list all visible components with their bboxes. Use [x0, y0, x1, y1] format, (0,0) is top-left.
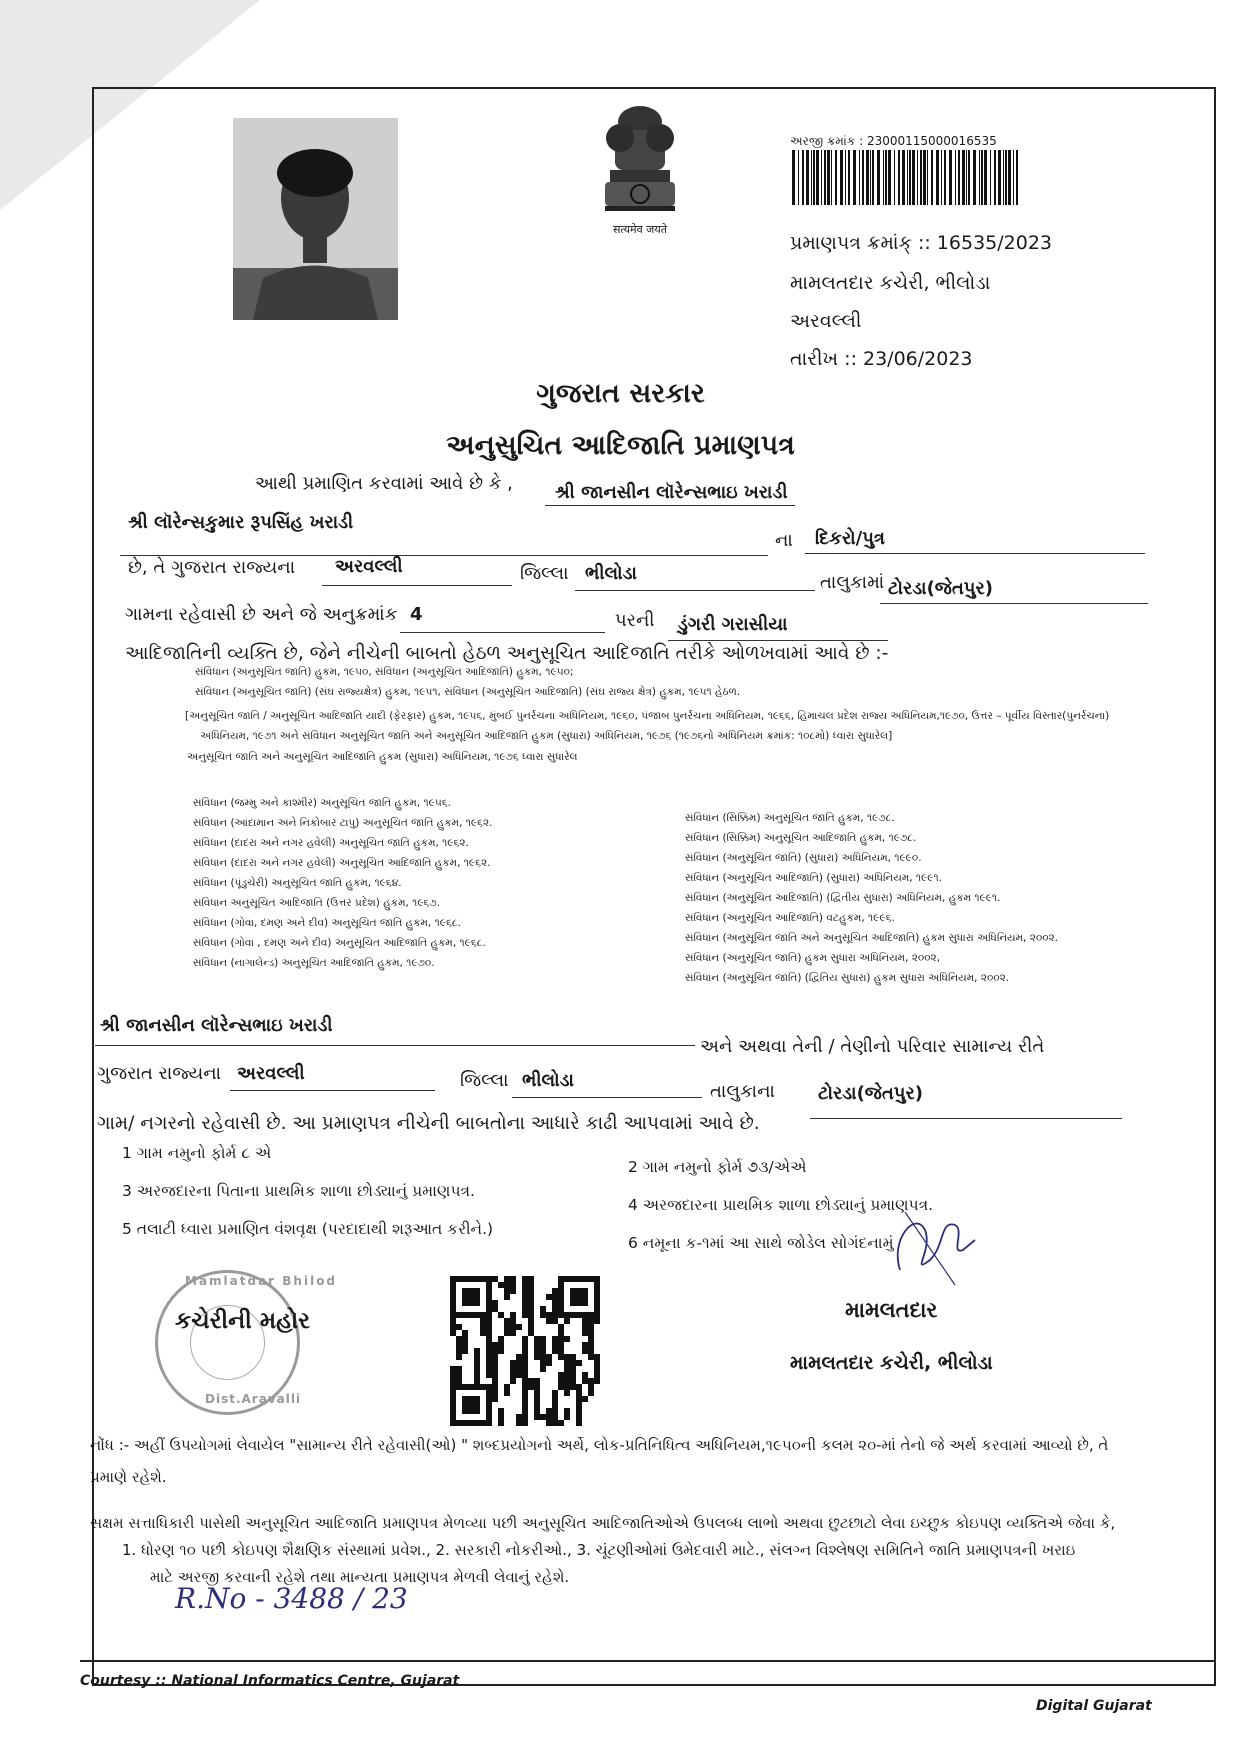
- tribe-name: ડુંગરી ગરાસીયા: [678, 614, 788, 635]
- list-item: 5 તલાટી ધ્વારા પ્રમાણિત વંશવૃક્ષ (પરદાદાથી શરૂઆત કરીને.): [122, 1220, 494, 1238]
- list-item: સંવિધાન (સિક્કિમ) અનુસૂચિત આદિજાતિ હુકમ, ૧૯૭૮.: [685, 832, 917, 844]
- orders-left-list: [193, 793, 493, 973]
- list-item: 4 અરજદારના પ્રાથમિક શાળા છોડ્યાનું પ્રમાણપત્ર.: [628, 1196, 934, 1214]
- qr-code-icon: [450, 1276, 600, 1426]
- list-item: 2 ગામ નમુનો ફોર્મ ૭૩/એએ: [628, 1158, 807, 1176]
- list-item: સંવિધાન (અનુસૂચિત આદિજાતિ) વટહુકમ, ૧૯૯૬.: [685, 912, 895, 924]
- state-text-2: ગુજરાત રાજ્યના: [97, 1063, 222, 1084]
- na-label: ના: [775, 530, 793, 551]
- list-item: સંવિધાન (નાગાલેન્ડ) અનુસૂચિત આદિજાતિ હુકમ, ૧૯૭૦.: [193, 957, 435, 969]
- orders-intro-4: અધિનિયમ, ૧૯૭૧ અને સંવિધાન અનુસૂચિત જાતિ અને અનુસૂચિત આદિજાતિ હુકમ (સુધારા) અધિનિયમ, ૧૯૭૬ (૧૯૭૬નો અધિનિયમ ક્રમાંક: ૧૦૮મો) ધ્વારા સુધારેલ]: [200, 730, 893, 742]
- signatory-office: મામલતદાર કચેરી, ભીલોડા: [790, 1352, 993, 1374]
- list-item: 1 ગામ નમુનો ફોર્મ ૮ એ: [122, 1144, 272, 1162]
- seal-ring-bottom-text: Dist.Aravalli: [205, 1392, 302, 1406]
- village-value: ટોરડા(જેતપુર): [888, 578, 993, 599]
- orders-intro-1: સંવિધાન (અનુસૂચિત જાતિ) હુકમ, ૧૯૫૦, સંવિધાન (અનુસૂચિત આદિજાતિ) હુકમ, ૧૯૫૦;: [195, 666, 574, 678]
- applicant-photo: [233, 118, 398, 320]
- orders-intro-3: [અનુસૂચિત જાતિ / અનુસૂચિત આદિજાતિ યાદી (ફેરફાર) હુકમ, ૧૯૫૬, મુંબઈ પુનર્રચના અધિનિયમ, ૧૯૬૦, પંજાબ પુનર્રચના અધિનિયમ, ૧૯૬૬, હિમાચલ પ્રદેશ રાજ્ય અધિનિયમ,૧૯૭૦, ઉત્તર – પૂર્વીય વિસ્તાર(પુનર્રચના): [185, 710, 1110, 722]
- note-1-line-1: નોંધ :- અહીં ઉપયોગમાં લેવાયેલ "સામાન્ય રીતે રહેવાસી(ઓ) " શબ્દપ્રયોગનો અર્થે, લોક-પ્રતિનિધિત્વ અધિનિયમ,૧૯૫૦ની કલમ ૨૦-માં તેનો જે અર્થ કરવામાં આવ્યો છે, તે: [90, 1436, 1109, 1454]
- application-number: અરજી ક્રમાંક : 23000115000016535: [790, 134, 997, 148]
- underline: [230, 1090, 435, 1091]
- list-item: સંવિધાન (પૂંડુચેરી) અનુસૂચિત જાતિ હુકમ, ૧૯૬૪.: [193, 877, 402, 889]
- district-value: અરવલ્લી: [335, 556, 403, 577]
- taluka-label: તાલુકામાં: [820, 572, 885, 593]
- resident-text: ગામના રહેવાસી છે અને જે અનુક્રમાંક: [125, 604, 398, 625]
- parni-label: પરની: [615, 610, 655, 631]
- government-title: ગુજરાત સરકાર: [536, 378, 705, 409]
- underline: [575, 590, 815, 591]
- underline: [400, 632, 605, 633]
- list-item: સંવિધાન (જમ્મુ અને કાશ્મીર) અનુસૂચિત જાતિ હુકમ, ૧૯૫૬.: [193, 797, 451, 809]
- list-item: સંવિધાન (દાદરા અને નગર હવેલી) અનુસૂચિત જાતિ હુકમ, ૧૯૬૨.: [193, 837, 469, 849]
- list-item: 3 અરજદારના પિતાના પ્રાથમિક શાળા છોડ્યાનું પ્રમાણપત્ર.: [122, 1182, 475, 1200]
- serial-number: 4: [410, 604, 423, 625]
- seal-ring-top-text: Mamlatdar Bhilod: [185, 1274, 338, 1288]
- underline: [322, 585, 512, 586]
- list-item: સંવિધાન અનુસૂચિત આદિજાતિ (ઉત્તર પ્રદેશ) હુકમ, ૧૯૬૭.: [193, 897, 441, 909]
- seal-label: કચેરીની મહોર: [175, 1308, 311, 1334]
- holder-name: શ્રી જાનસીન લૉરેન્સભાઇ ખરાડી: [555, 482, 788, 503]
- footer-courtesy: Courtesy :: National Informatics Centre, Gujarat: [80, 1673, 460, 1689]
- list-item: સંવિધાન (અનુસૂચિત જાતિ) (દ્વિતિય સુધારા) હુકમ સુધારા અધિનિયમ, ૨૦૦૨.: [685, 972, 1010, 984]
- tribe-text: આદિજાતિની વ્યક્તિ છે, જેને નીચેની બાબતો હેઠળ અનુસૂચિત આદિજાતિ તરીકે ઓળખવામાં આવે છે :-: [125, 643, 889, 664]
- list-item: સંવિધાન (આંદામાન અને નિકોબાર ટાપુ) અનુસૂચિત જાતિ હુકમ, ૧૯૬૨.: [193, 817, 493, 829]
- district-value-2: અરવલ્લી: [237, 1063, 305, 1084]
- taluka-label-2: તાલુકાના: [710, 1081, 775, 1102]
- family-text: અને અથવા તેની / તેણીનો પરિવાર સામાન્ય રીતે: [700, 1036, 1045, 1057]
- list-item: સંવિધાન (અનુસૂચિત જાતિ) (સુધારા) અધિનિયમ, ૧૯૯૦.: [685, 852, 922, 864]
- underline: [545, 505, 795, 506]
- documents-left: [122, 1134, 493, 1248]
- jilla-label: જિલ્લા: [520, 563, 569, 584]
- handwritten-register-number: R.No - 3488 / 23: [175, 1582, 408, 1615]
- list-item: સંવિધાન (અનુસૂચિત જાતિ અને અનુસૂચિત આદિજાતિ) હુકમ સુધારા અધિનિયમ, ૨૦૦૨.: [685, 932, 1059, 944]
- list-item: સંવિધાન (અનુસૂચિત આદિજાતિ) (દ્વિતીય સુધારા) અધિનિયમ, હુકમ ૧૯૯૧.: [685, 892, 1001, 904]
- certificate-number: પ્રમાણપત્ર ક્રમાંક્ :: 16535/2023: [790, 232, 1052, 254]
- footer-divider: [80, 1660, 1215, 1662]
- note-2-line-3: માટે અરજી કરવાની રહેશે તથા માન્યતા પ્રમાણપત્ર મેળવી લેવાનું રહેશે.: [150, 1568, 570, 1586]
- emblem-motto: सत्यमेव जयते: [612, 223, 667, 236]
- list-item: સંવિધાન (અનુસૂચિત આદિજાતિ) (સુધારા) અધિનિયમ, ૧૯૯૧.: [685, 872, 942, 884]
- village-value-2: ટોરડા(જેતપુર): [818, 1083, 923, 1104]
- list-item: સંવિધાન (દાદરા અને નગર હવેલી) અનુસૂચિત આદિજાતિ હુકમ, ૧૯૬૨.: [193, 857, 491, 869]
- list-item: 6 નમૂના ક-૧માં આ સાથે જોડેલ સોગંદનામું: [628, 1234, 894, 1252]
- orders-intro-2: સંવિધાન (અનુસૂચિત જાતિ) (સંઘ રાજ્યક્ષેત્ર) હુકમ, ૧૯૫૧, સંવિધાન (અનુસૂચિત આદિજાતિ) (સંઘ રાજ્ય ક્ષેત્ર) હુકમ, ૧૯૫૧ હેઠળ.: [195, 686, 741, 698]
- issue-date: તારીખ :: 23/06/2023: [790, 348, 973, 370]
- list-item: સંવિધાન (સિક્કિમ) અનુસૂચિત જાતિ હુકમ, ૧૯૭૮.: [685, 812, 895, 824]
- barcode-icon: [790, 150, 1022, 205]
- taluka-value-2: ભીલોડા: [522, 1070, 574, 1091]
- certificate-title: અનુસુચિત આદિજાતિ પ્રમાણપત્ર: [446, 430, 795, 461]
- relation: દિકરો/પુત્ર: [815, 528, 885, 549]
- underline: [810, 1118, 1122, 1119]
- signature-icon: [885, 1200, 980, 1290]
- footer-brand: Digital Gujarat: [1036, 1698, 1152, 1714]
- note-1-line-2: પ્રમાણે રહેશે.: [90, 1468, 167, 1486]
- district-name: અરવલ્લી: [790, 310, 862, 332]
- list-item: સંવિધાન (અનુસૂચિત જાતિ) હુકમ સુધારા અધિનિયમ, ૨૦૦૨,: [685, 952, 941, 964]
- underline: [120, 555, 768, 556]
- underline: [880, 603, 1148, 604]
- underline: [512, 1097, 702, 1098]
- basis-text: ગામ/ નગરનો રહેવાસી છે. આ પ્રમાણપત્ર નીચેની બાબતોના આધારે કાઢી આપવામાં આવે છે.: [97, 1113, 760, 1134]
- state-text: છે, તે ગુજરાત રાજ્યના: [128, 557, 296, 578]
- orders-right-list: [685, 808, 1058, 988]
- note-2-line-1: સક્ષમ સત્તાધિકારી પાસેથી અનુસૂચિત આદિજાતિ પ્રમાણપત્ર મેળવ્યા પછી અનુસૂચિત આદિજાતિઓએ ઉપલબ્ધ લાભો અથવા છુટછાટો લેવા ઇચ્છુક કોઇપણ વ્યક્તિએ જેવા કે,: [90, 1514, 1116, 1532]
- signatory-title: મામલતદાર: [845, 1298, 938, 1322]
- underline: [805, 553, 1145, 554]
- note-2-line-2: 1. ધોરણ ૧૦ પછી કોઇપણ શૈક્ષણિક સંસ્થામાં પ્રવેશ., 2. સરકારી નોકરીઓ., 3. ચૂંટણીઓમાં ઉમેદવારી માટે., સંલગ્ન વિશ્લેષણ સમિતિને જાતિ પ્રમાણપત્રની ખરાઇ: [122, 1541, 1076, 1559]
- holder-name-2: શ્રી જાનસીન લૉરેન્સભાઇ ખરાડી: [100, 1015, 333, 1036]
- list-item: સંવિધાન (ગોવા, દમણ અને દીવ) અનુસૂચિત જાતિ હુકમ, ૧૯૬૮.: [193, 917, 461, 929]
- list-item: સંવિધાન (ગોવા , દમણ અને દીવ) અનુસૂચિત આદિજાતિ હુકમ, ૧૯૬૮.: [193, 937, 486, 949]
- taluka-value: ભીલોડા: [585, 563, 637, 584]
- orders-intro-5: અનુસૂચિત જાતિ અને અનુસૂચિત આદિજાતિ હુકમ (સુધારા) અધિનિયમ, ૧૯૭૬ ધ્વારા સુધારેલ: [187, 751, 578, 763]
- certify-text: આથી પ્રમાણિત કરવામાં આવે છે કે ,: [255, 473, 513, 494]
- jilla-label-2: જિલ્લા: [460, 1070, 509, 1091]
- national-emblem-icon: [585, 100, 695, 230]
- office-name: મામલતદાર કચેરી, ભીલોડા: [790, 272, 991, 294]
- underline: [95, 1045, 695, 1046]
- father-name: શ્રી લૉરેન્સકુમાર રૂપસિંહ ખરાડી: [128, 512, 354, 533]
- underline: [668, 640, 888, 641]
